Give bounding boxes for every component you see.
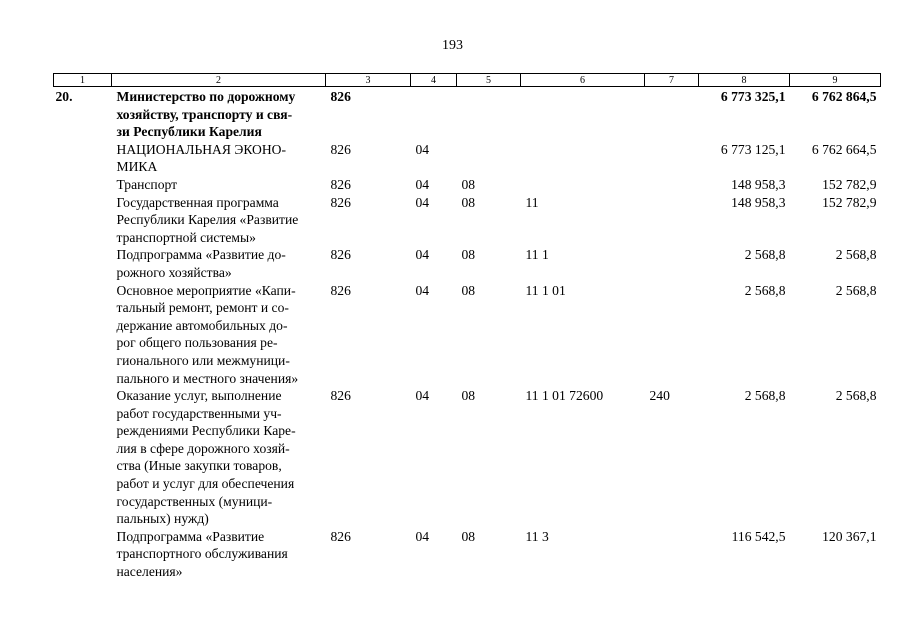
row-name-line: транспортной системы» (116, 229, 256, 245)
budget-table (53, 73, 881, 581)
row-name-line: Транспорт (116, 176, 178, 192)
amount-year-2: 152 782,9 (822, 194, 877, 210)
expense-type-code (645, 176, 699, 194)
subsection-code: 08 (461, 247, 476, 263)
row-name-line: Подпрограмма «Развитие до- (116, 247, 286, 263)
ministry-code: 826 (330, 282, 351, 298)
section-code: 04 (415, 194, 430, 210)
ministry-code: 826 (330, 89, 351, 104)
row-name-line: Министерство по дорожному (116, 89, 296, 104)
row-number (54, 246, 112, 281)
expense-type-code (645, 282, 699, 388)
row-name-line: хозяйству, транспорту и свя- (116, 106, 293, 122)
row-name-line: работ государственными уч- (116, 405, 282, 421)
section-code: 04 (415, 282, 430, 298)
row-name-line: пального и местного значения» (116, 370, 299, 386)
target-article-code: 11 1 01 (525, 282, 566, 298)
amount-year-2: 2 568,8 (835, 282, 877, 298)
target-article-code (521, 87, 645, 141)
ministry-code: 826 (330, 528, 351, 544)
row-name (112, 194, 326, 247)
row-name-line: держание автомобильных до- (116, 317, 288, 333)
target-article-code (521, 141, 645, 176)
row-name (112, 528, 326, 581)
table-body (54, 87, 881, 581)
row-number: 20. (55, 89, 73, 104)
subsection-code: 08 (461, 194, 476, 210)
column-header: 5 (457, 74, 521, 87)
subsection-code (457, 141, 521, 176)
column-number-header (54, 74, 881, 87)
amount-year-1: 148 958,3 (731, 176, 786, 192)
amount-year-2: 120 367,1 (822, 528, 877, 544)
column-header: 4 (411, 74, 457, 87)
amount-year-2: 2 568,8 (835, 247, 877, 263)
row-name-line: рожного хозяйства» (116, 264, 232, 280)
section-code (411, 87, 457, 141)
row-name-line: Основное мероприятие «Капи- (116, 282, 296, 298)
expense-type-code (645, 194, 699, 247)
row-name-line: Государственная программа (116, 194, 279, 210)
column-header: 7 (645, 74, 699, 87)
row-name-line: зи Республики Карелия (116, 124, 262, 140)
amount-year-2: 6 762 664,5 (811, 141, 877, 157)
target-article-code: 11 (525, 194, 539, 210)
column-header: 3 (326, 74, 411, 87)
table-row (54, 282, 881, 388)
table-row (54, 194, 881, 247)
section-code: 04 (415, 247, 430, 263)
ministry-code: 826 (330, 194, 351, 210)
ministry-code: 826 (330, 141, 351, 157)
row-name-line: тальный ремонт, ремонт и со- (116, 300, 289, 316)
row-name-line: гионального или межмуници- (116, 352, 290, 368)
row-name-line: лия в сфере дорожного хозяй- (116, 440, 290, 456)
subsection-code (457, 87, 521, 141)
row-name (112, 387, 326, 528)
ministry-code: 826 (330, 247, 351, 263)
row-number (54, 141, 112, 176)
column-header: 8 (699, 74, 790, 87)
row-name-line: ства (Иные закупки товаров, (116, 458, 282, 474)
expense-type-code (645, 528, 699, 581)
expense-type-code: 240 (649, 388, 670, 404)
amount-year-1: 148 958,3 (731, 194, 786, 210)
row-number (54, 387, 112, 528)
expense-type-code (645, 141, 699, 176)
row-name (112, 141, 326, 176)
section-code: 04 (415, 141, 430, 157)
ministry-code: 826 (330, 388, 351, 404)
row-name-line: НАЦИОНАЛЬНАЯ ЭКОНО- (116, 141, 287, 157)
subsection-code: 08 (461, 388, 476, 404)
table-row (54, 87, 881, 141)
row-name-line: Оказание услуг, выполнение (116, 388, 282, 404)
amount-year-1: 116 542,5 (731, 528, 786, 544)
column-header: 9 (790, 74, 881, 87)
target-article-code (521, 176, 645, 194)
section-code: 04 (415, 528, 430, 544)
row-number (54, 194, 112, 247)
row-name-line: пальных) нужд) (116, 511, 209, 527)
row-name-line: Республики Карелия «Развитие (116, 212, 299, 228)
row-number (54, 528, 112, 581)
expense-type-code (645, 87, 699, 141)
section-code: 04 (415, 388, 430, 404)
row-name (112, 87, 326, 141)
subsection-code: 08 (461, 176, 476, 192)
table-row (54, 246, 881, 281)
row-name (112, 246, 326, 281)
amount-year-1: 2 568,8 (744, 388, 786, 404)
row-name-line: населения» (116, 564, 183, 580)
row-name-line: государственных (муници- (116, 493, 273, 509)
target-article-code: 11 1 (525, 247, 549, 263)
row-number (54, 176, 112, 194)
amount-year-1: 2 568,8 (744, 247, 786, 263)
table-row (54, 528, 881, 581)
row-name-line: реждениями Республики Каре- (116, 423, 296, 439)
table-row (54, 176, 881, 194)
amount-year-1: 6 773 125,1 (720, 141, 786, 157)
target-article-code: 11 1 01 72600 (525, 388, 604, 404)
row-name-line: транспортного обслуживания (116, 546, 288, 562)
row-number (54, 282, 112, 388)
row-name-line: Подпрограмма «Развитие (116, 528, 265, 544)
row-name-line: рог общего пользования ре- (116, 335, 278, 351)
target-article-code: 11 3 (525, 528, 549, 544)
row-name (112, 176, 326, 194)
row-name (112, 282, 326, 388)
amount-year-2: 6 762 864,5 (811, 89, 877, 104)
page-number: 193 (442, 38, 463, 53)
expense-type-code (645, 246, 699, 281)
table-row (54, 387, 881, 528)
subsection-code: 08 (461, 528, 476, 544)
column-header: 2 (112, 74, 326, 87)
table-row (54, 141, 881, 176)
ministry-code: 826 (330, 176, 351, 192)
column-header: 1 (54, 74, 112, 87)
amount-year-2: 2 568,8 (835, 388, 877, 404)
amount-year-2: 152 782,9 (822, 176, 877, 192)
row-name-line: работ и услуг для обеспечения (116, 476, 295, 492)
amount-year-1: 2 568,8 (744, 282, 786, 298)
column-header: 6 (521, 74, 645, 87)
section-code: 04 (415, 176, 430, 192)
amount-year-1: 6 773 325,1 (720, 89, 786, 104)
row-name-line: МИКА (116, 159, 158, 175)
subsection-code: 08 (461, 282, 476, 298)
